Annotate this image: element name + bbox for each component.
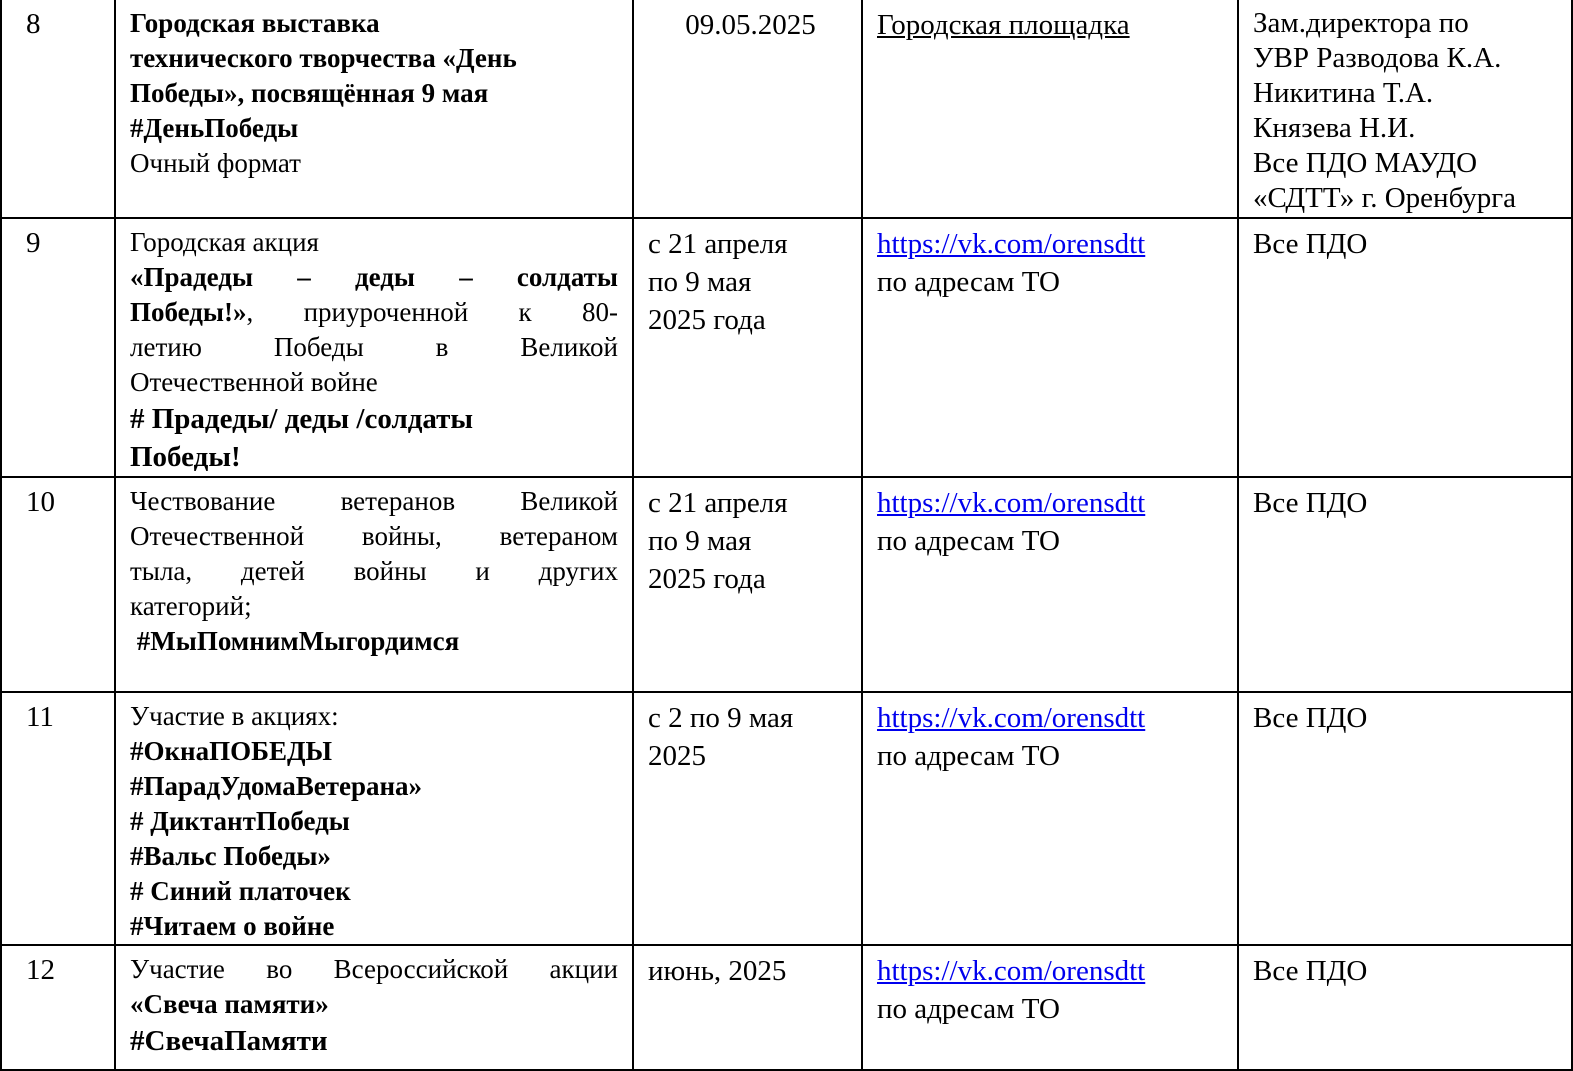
responsible-cell [1238, 0, 1572, 218]
row-number: 10 [1, 477, 115, 692]
event-line: категорий; [130, 591, 252, 621]
event-line: тыла, детей войны и других [130, 556, 618, 586]
vk-link[interactable]: https://vk.com/orensdtt [877, 228, 1146, 260]
date-cell [633, 945, 862, 1070]
event-line: #ДеньПобеды [130, 113, 299, 143]
event-line: Участие в акциях: [130, 701, 339, 731]
event-line: летию Победы в Великой [130, 332, 618, 362]
event-line [130, 295, 618, 330]
event-line: «Прадеды – деды – солдаты [130, 262, 618, 292]
table-row [1, 477, 1572, 692]
place-note: по адресам ТО [877, 266, 1060, 298]
date-cell [633, 218, 862, 477]
event-hashtag: # Прадеды/ деды /солдаты [130, 403, 474, 435]
responsible-line: Все ПДО МАУДО [1253, 147, 1478, 179]
table-row [1, 945, 1572, 1070]
responsible-line: Зам.директора по [1253, 7, 1469, 39]
vk-link[interactable]: https://vk.com/orensdtt [877, 702, 1146, 734]
table-row [1, 0, 1572, 218]
responsible-line: УВР Разводова К.А. [1253, 42, 1502, 74]
event-quote: Победы!» [130, 297, 247, 327]
vk-link[interactable]: https://vk.com/orensdtt [877, 487, 1146, 519]
event-line: Городская выставка [130, 8, 380, 38]
event-line: Чествование ветеранов Великой [130, 486, 618, 516]
place-note: по адресам ТО [877, 993, 1060, 1025]
responsible-cell: Все ПДО [1238, 477, 1572, 692]
row-number: 12 [1, 945, 115, 1070]
place-cell [862, 692, 1238, 945]
event-line: Отечественной войны, ветераном [130, 521, 618, 551]
event-hashtag: #ОкнаПОБЕДЫ [130, 736, 333, 766]
date-line: 2025 года [648, 563, 766, 595]
event-line: Отечественной войне [130, 367, 378, 397]
place-name: Городская площадка [877, 9, 1130, 41]
event-line: технического творчества «День [130, 43, 517, 73]
event-hashtag: #МыПомнимМыгордимся [130, 626, 460, 656]
event-hashtag: Победы! [130, 441, 241, 473]
event-cell [115, 0, 633, 218]
place-note: по адресам ТО [877, 525, 1060, 557]
place-cell [862, 477, 1238, 692]
date-line: с 21 апреля [648, 487, 788, 519]
row-number: 11 [1, 692, 115, 945]
event-line: Победы», посвящённая 9 мая [130, 78, 489, 108]
responsible-line: Князева Н.И. [1253, 112, 1416, 144]
date-line: 2025 [648, 740, 706, 772]
responsible-cell: Все ПДО [1238, 218, 1572, 477]
responsible-line: Никитина Т.А. [1253, 77, 1434, 109]
place-cell [862, 0, 1238, 218]
event-hashtag: #Читаем о войне [130, 911, 335, 941]
event-hashtag: # ДиктантПобеды [130, 806, 350, 836]
event-line: Городская акция [130, 227, 319, 257]
date-line: с 21 апреля [648, 228, 788, 260]
date-line: по 9 мая [648, 266, 752, 298]
event-cell [115, 218, 633, 477]
table-row [1, 218, 1572, 477]
date-cell: 09.05.2025 [633, 0, 862, 218]
row-number: 8 [1, 0, 115, 218]
date-line: по 9 мая [648, 525, 752, 557]
row-number: 9 [1, 218, 115, 477]
event-line: «Свеча памяти» [130, 989, 329, 1019]
date-line: 2025 года [648, 304, 766, 336]
event-hashtag: # Синий платочек [130, 876, 351, 906]
event-line: Очный формат [130, 148, 301, 178]
responsible-cell: Все ПДО [1238, 692, 1572, 945]
event-cell [115, 692, 633, 945]
place-cell [862, 945, 1238, 1070]
table-row [1, 692, 1572, 945]
event-hashtag: #Вальс Победы» [130, 841, 331, 871]
place-cell [862, 218, 1238, 477]
date-line: июнь, 2025 [648, 955, 787, 987]
responsible-cell: Все ПДО [1238, 945, 1572, 1070]
date-cell [633, 692, 862, 945]
place-note: по адресам ТО [877, 740, 1060, 772]
event-hashtag: #ПарадУдомаВетерана» [130, 771, 423, 801]
date-line: с 2 по 9 мая [648, 702, 794, 734]
event-cell [115, 945, 633, 1070]
event-hashtag: #СвечаПамяти [130, 1025, 328, 1057]
date-cell [633, 477, 862, 692]
event-cell [115, 477, 633, 692]
vk-link[interactable]: https://vk.com/orensdtt [877, 955, 1146, 987]
event-text: , приуроченной к 80- [246, 297, 618, 327]
responsible-line: «СДТТ» г. Оренбурга [1253, 182, 1516, 214]
event-line: Участие во Всероссийской акции [130, 954, 618, 984]
